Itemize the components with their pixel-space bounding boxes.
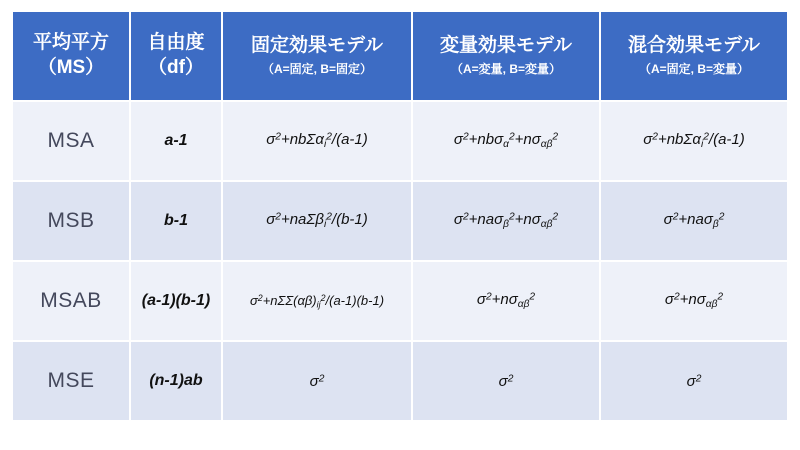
header-row (12, 11, 788, 101)
table-row (12, 261, 788, 341)
cell-mixed-formula: $\sigma^2+n\sigma_{\alpha\beta}^2$ (600, 261, 788, 341)
column-header-degrees-of-freedom (130, 11, 222, 101)
column-header-random-note: （A=変量, B=変量） (450, 61, 562, 76)
cell-df-value: a-1 (130, 101, 222, 181)
column-header-random-effects-model (412, 11, 600, 101)
column-header-mean-square-main: 平均平方 (32, 32, 109, 54)
table-row (12, 101, 788, 181)
column-header-mixed-main: 混合効果モデル (627, 35, 761, 57)
column-header-mean-square (12, 11, 130, 101)
cell-ms-label: MSB (12, 181, 130, 261)
column-header-mixed-effects-model (600, 11, 788, 101)
anova-expected-mean-squares-table (11, 10, 789, 422)
cell-ms-label: MSE (12, 341, 130, 421)
table-row (12, 341, 788, 421)
cell-df-value: (n-1)ab (130, 341, 222, 421)
cell-mixed-formula: $\sigma^2+na\sigma_\beta^2$ (600, 181, 788, 261)
cell-fixed-formula: $\sigma^2$ (222, 341, 412, 421)
column-header-random-main: 変量効果モデル (439, 35, 573, 57)
table-row (12, 181, 788, 261)
cell-ms-label: MSA (12, 101, 130, 181)
cell-ms-label: MSAB (12, 261, 130, 341)
column-header-df-abbrev: （df） (148, 57, 204, 78)
cell-fixed-formula: $\sigma^2+na\Sigma\beta_i^2/(b-1)$ (222, 181, 412, 261)
cell-df-value: (a-1)(b-1) (130, 261, 222, 341)
column-header-mixed-note: （A=固定, B=変量） (638, 61, 750, 76)
column-header-fixed-note: （A=固定, B=固定） (261, 61, 373, 76)
cell-mixed-formula: $\sigma^2$ (600, 341, 788, 421)
column-header-mean-square-abbrev: （MS） (37, 57, 105, 78)
cell-random-formula: $\sigma^2+na\sigma_\beta^2+n\sigma_{\alpha\beta}^2$ (412, 181, 600, 261)
cell-fixed-formula: $\sigma^2+n\Sigma\Sigma(\alpha\beta)_{ij}^2/(a-1)(b-1)$ (222, 261, 412, 341)
cell-random-formula: $\sigma^2+n\sigma_{\alpha\beta}^2$ (412, 261, 600, 341)
table-body (12, 101, 788, 421)
cell-fixed-formula: $\sigma^2+nb\Sigma\alpha_i^2/(a-1)$ (222, 101, 412, 181)
column-header-fixed-effects-model (222, 11, 412, 101)
cell-random-formula: $\sigma^2$ (412, 341, 600, 421)
column-header-df-main: 自由度 (147, 32, 205, 54)
column-header-fixed-main: 固定効果モデル (250, 35, 384, 57)
cell-random-formula: $\sigma^2+nb\sigma_\alpha^2+n\sigma_{\alpha\beta}^2$ (412, 101, 600, 181)
table-header (12, 11, 788, 101)
cell-df-value: b-1 (130, 181, 222, 261)
cell-mixed-formula: $\sigma^2+nb\Sigma\alpha_i^2/(a-1)$ (600, 101, 788, 181)
